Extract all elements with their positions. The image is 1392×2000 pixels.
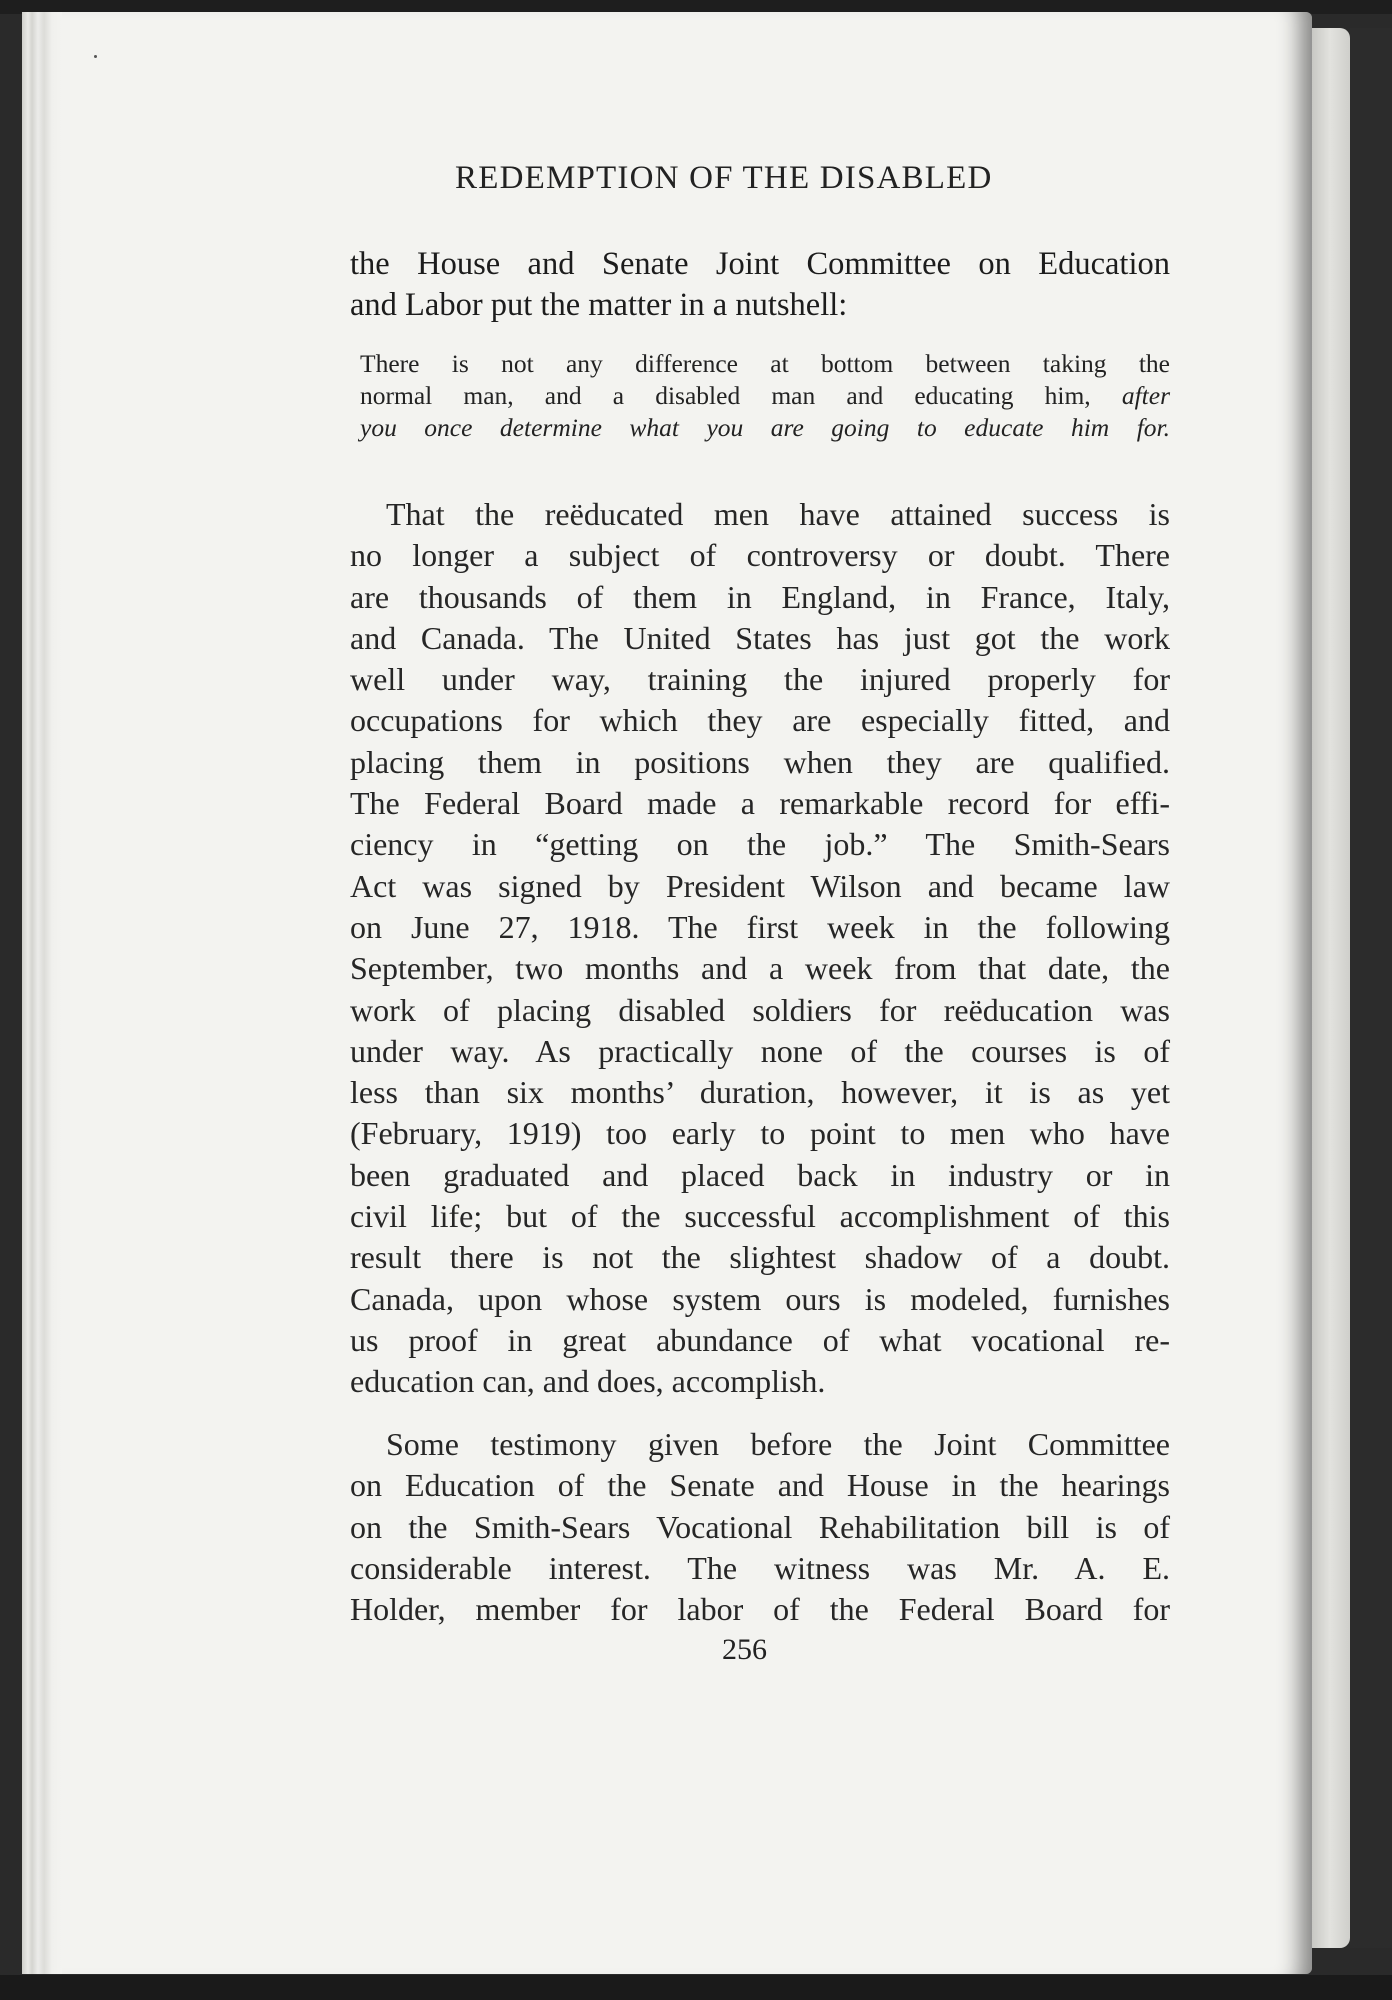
text-line: no longer a subject of controversy or doubt. There xyxy=(350,537,1170,574)
text-line: September, two months and a week from that date, the xyxy=(350,950,1170,987)
running-head: REDEMPTION OF THE DISABLED xyxy=(455,160,993,196)
text-line: Holder, member for labor of the Federal Board for xyxy=(350,1591,1170,1628)
text-line: Canada, upon whose system ours is modeled, furnishes xyxy=(350,1280,1170,1317)
text-line: result there is not the slightest shadow of a doubt. xyxy=(350,1239,1170,1276)
text-line: considerable interest. The witness was Mr. A. E. xyxy=(350,1549,1170,1586)
paragraph-2 xyxy=(350,1424,1170,1630)
scan-right-border xyxy=(1350,28,1392,1948)
text-line: on Education of the Senate and House in the hearings xyxy=(350,1467,1170,1504)
text-line: Some testimony given before the Joint Committee xyxy=(386,1426,1170,1462)
page-binding xyxy=(22,12,62,1974)
text-line: education can, and does, accomplish. xyxy=(350,1363,826,1400)
quote-line xyxy=(360,348,1170,380)
quote-line-text: There is not any difference at bottom between taking the xyxy=(360,349,1170,378)
text-line: on the Smith-Sears Vocational Rehabilitation bill is of xyxy=(350,1508,1170,1545)
text-line: That the reëducated men have attained success is xyxy=(386,496,1170,532)
text-line: placing them in positions when they are qualified. xyxy=(350,743,1170,780)
text-line: less than six months’ duration, however, it is as yet xyxy=(350,1074,1170,1111)
text-line: The Federal Board made a remarkable record for effi- xyxy=(350,785,1170,822)
text-line: been graduated and placed back in industry or in xyxy=(350,1156,1170,1193)
block-quote xyxy=(360,348,1170,444)
text-line: (February, 1919) too early to point to men who have xyxy=(350,1115,1170,1152)
text-line: the House and Senate Joint Committee on Education xyxy=(350,246,1170,282)
scan-bottom-border xyxy=(0,1975,1392,2000)
text-line: work of placing disabled soldiers for reëducation was xyxy=(350,991,1170,1028)
text-line: and Labor put the matter in a nutshell: xyxy=(350,287,848,323)
text-line: are thousands of them in England, in France, Italy, xyxy=(350,578,1170,615)
quote-line-text: normal man, and a disabled man and educating him, xyxy=(360,381,1122,410)
quote-italic-text: after xyxy=(1121,381,1170,410)
page-speck xyxy=(94,55,97,58)
text-line: under way. As practically none of the courses is of xyxy=(350,1032,1170,1069)
text-line: well under way, training the injured properly for xyxy=(350,661,1170,698)
text-line: occupations for which they are especially fitted, and xyxy=(350,702,1170,739)
paragraph-1 xyxy=(350,494,1170,1403)
text-line: ciency in “getting on the job.” The Smith-Sears xyxy=(350,826,1170,863)
text-line: civil life; but of the successful accomplishment of this xyxy=(350,1198,1170,1235)
text-line: and Canada. The United States has just got the work xyxy=(350,619,1170,656)
text-line: us proof in great abundance of what vocational re- xyxy=(350,1321,1170,1358)
lead-text xyxy=(350,244,1170,326)
text-line: Act was signed by President Wilson and became law xyxy=(350,867,1170,904)
text-line: on June 27, 1918. The first week in the following xyxy=(350,908,1170,945)
quote-line xyxy=(360,380,1170,412)
page-number: 256 xyxy=(722,1633,767,1666)
quote-italic-line: you once determine what you are going to educate him for. xyxy=(360,413,1170,442)
